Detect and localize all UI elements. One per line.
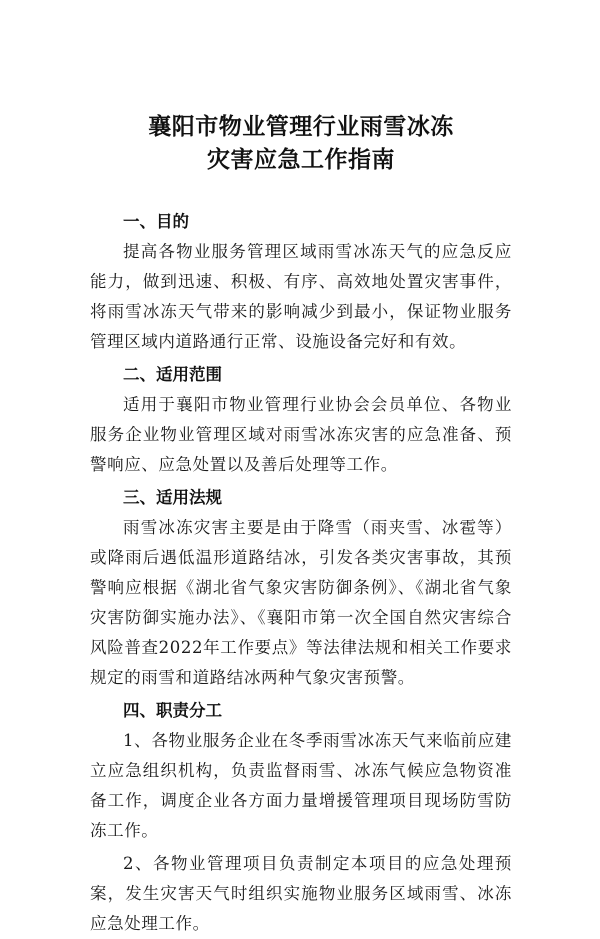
section-responsibilities xyxy=(90,696,512,939)
title-line-1: 襄阳市物业管理行业雨雪冰冻 xyxy=(148,114,454,140)
section-paragraph: 雨雪冰冻灾害主要是由于降雪（雨夹雪、冰雹等）或降雨后遇低温形道路结冰，引发各类灾害事故，其预警响应根据《湖北省气象灾害防御条例》、《湖北省气象灾害防御实施办法》、《襄阳市第一次全国自然灾害综合风险普查2022年工作要点》等法律法规和相关工作要求规定的雨雪和道路结冰两种气象灾害预警。 xyxy=(90,518,512,687)
section-paragraph: 适用于襄阳市物业管理行业协会会员单位、各物业服务企业物业管理区域对雨雪冰冻灾害的应急准备、预警响应、应急处置以及善后处理等工作。 xyxy=(90,395,512,474)
section-paragraph: 2、各物业管理项目负责制定本项目的应急处理预案，发生灾害天气时组织实施物业服务区域雨雪、冰冻应急处理工作。 xyxy=(90,854,512,933)
section-purpose xyxy=(90,207,512,357)
title-line-2: 灾害应急工作指南 xyxy=(207,147,395,173)
section-heading: 一、目的 xyxy=(123,212,189,231)
document-body xyxy=(90,207,512,939)
document-title xyxy=(90,0,512,177)
section-heading: 三、适用法规 xyxy=(123,488,222,507)
section-heading: 二、适用范围 xyxy=(123,365,222,384)
section-regulations xyxy=(90,483,512,693)
section-paragraph: 1、各物业服务企业在冬季雨雪冰冻天气来临前应建立应急组织机构，负责监督雨雪、冰冻气候应急物资准备工作，调度企业各方面力量增援管理项目现场防雪防冻工作。 xyxy=(90,731,512,840)
section-heading: 四、职责分工 xyxy=(123,701,222,720)
section-scope xyxy=(90,360,512,480)
section-paragraph: 提高各物业服务管理区域雨雪冰冻天气的应急反应能力，做到迅速、积极、有序、高效地处置灾害事件，将雨雪冰冻天气带来的影响减少到最小，保证物业服务管理区域内道路通行正常、设施设备完好和有效。 xyxy=(90,242,512,351)
